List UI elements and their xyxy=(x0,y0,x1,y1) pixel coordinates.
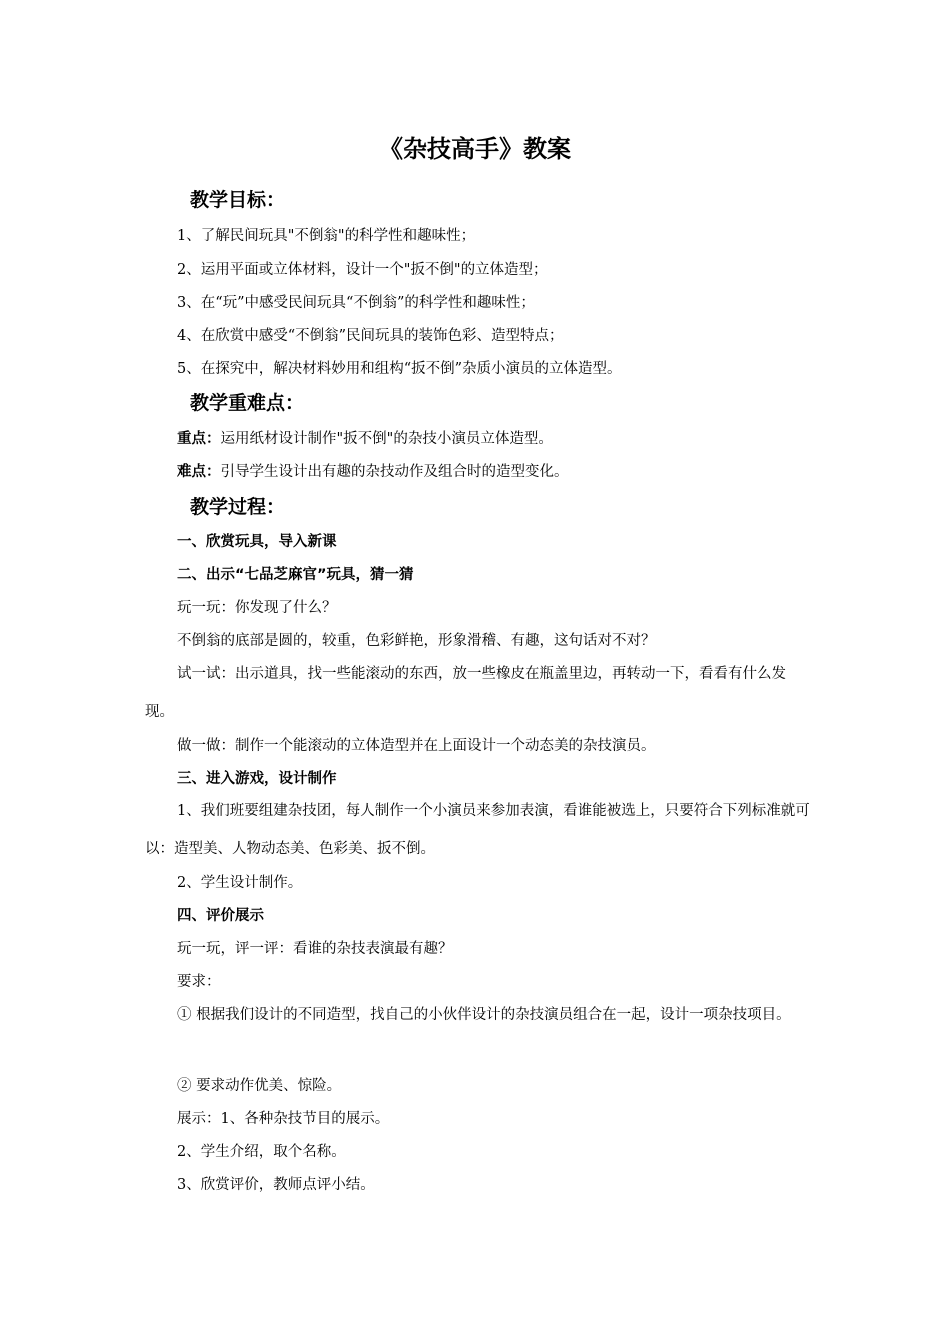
objective-item-1: 1、了解民间玩具"不倒翁"的科学性和趣味性； xyxy=(177,228,476,244)
difficulty-line xyxy=(177,461,569,483)
statement-question: 不倒翁的底部是圆的，较重，色彩鲜艳，形象滑稽、有趣，这句话对不对？ xyxy=(177,633,656,649)
focus-label: 重点： xyxy=(177,431,221,447)
step-3-item-1: 1、我们班要组建杂技团，每人制作一个小演员来参加表演，看谁能被选上，只要符合下列标准就可以：造型美、人物动态美、色彩美、扳不倒。 xyxy=(145,803,810,857)
objective-item-4: 4、在欣赏中感受“不倒翁”民间玩具的装饰色彩、造型特点； xyxy=(177,328,564,344)
play-question: 玩一玩：你发现了什么？ xyxy=(177,600,337,616)
objectives-heading: 教学目标： xyxy=(190,189,286,211)
show-item-1: 展示：1、各种杂技节目的展示。 xyxy=(177,1111,390,1127)
objective-item-2: 2、运用平面或立体材料，设计一个"扳不倒"的立体造型； xyxy=(177,262,548,278)
requirement-2: ② 要求动作优美、惊险。 xyxy=(177,1078,342,1094)
show-item-3: 3、欣赏评价，教师点评小结。 xyxy=(177,1177,375,1193)
do-paragraph: 做一做：制作一个能滚动的立体造型并在上面设计一个动态美的杂技演员。 xyxy=(177,738,656,754)
step-3-heading: 三、进入游戏，设计制作 xyxy=(177,771,337,787)
objective-item-3: 3、在“玩”中感受民间玩具“不倒翁”的科学性和趣味性； xyxy=(177,295,535,311)
show-item-2: 2、学生介绍，取个名称。 xyxy=(177,1144,346,1160)
try-paragraph: 试一试：出示道具，找一些能滚动的东西，放一些橡皮在瓶盖里边，再转动一下，看看有什么发现。 xyxy=(145,666,786,720)
step-1-heading: 一、欣赏玩具，导入新课 xyxy=(177,534,337,550)
focus-text: 运用纸材设计制作"扳不倒"的杂技小演员立体造型。 xyxy=(220,431,553,447)
step-4-heading: 四、评价展示 xyxy=(177,908,264,924)
requirement-1: ① 根据我们设计的不同造型，找自己的小伙伴设计的杂技演员组合在一起，设计一项杂技项目。 xyxy=(177,1007,791,1023)
focus-line xyxy=(177,428,553,450)
requirements-label: 要求： xyxy=(177,974,221,990)
key-points-heading: 教学重难点： xyxy=(190,392,305,414)
difficulty-text: 引导学生设计出有趣的杂技动作及组合时的造型变化。 xyxy=(220,464,569,480)
step-3-item-2: 2、学生设计制作。 xyxy=(177,875,303,891)
document-title: 《杂技高手》教案 xyxy=(379,135,571,163)
step-2-heading: 二、出示“七品芝麻官”玩具，猜一猜 xyxy=(177,567,414,583)
process-heading: 教学过程： xyxy=(190,496,286,518)
evaluate-line: 玩一玩，评一评：看谁的杂技表演最有趣？ xyxy=(177,941,453,957)
difficulty-label: 难点： xyxy=(177,464,221,480)
objective-item-5: 5、在探究中，解决材料妙用和组构“扳不倒”杂质小演员的立体造型。 xyxy=(177,361,622,377)
